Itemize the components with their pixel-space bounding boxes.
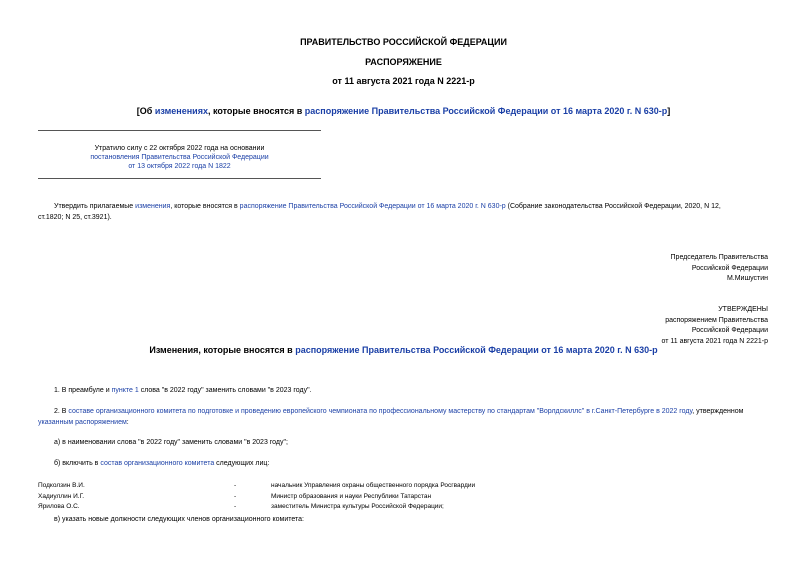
item-1	[54, 386, 312, 396]
item-2-order-link[interactable]: указанным распоряжением	[38, 419, 127, 426]
table-row	[38, 502, 769, 513]
document-type: РАСПОРЯЖЕНИЕ	[365, 57, 442, 67]
table-row	[38, 492, 769, 503]
member-role: Министр образования и науки Республики Татарстан	[271, 492, 432, 500]
body-changes-link[interactable]: изменения	[135, 203, 171, 210]
item-a: а) в наименовании слова "в 2022 году" заменить словами "в 2023 году";	[54, 439, 288, 446]
approved-line-2: распоряжением Правительства	[665, 316, 768, 324]
members-table	[38, 481, 769, 513]
signature-name: М.Мишустин	[726, 275, 768, 282]
signature-position: Председатель Правительства	[670, 254, 768, 261]
item-2-committee-link[interactable]: составе организационного комитета по подготовке и проведению европейского чемпионата по профессиональному мастерству по стандартам "Ворлдскиллс" в г.Санкт-Петербурге в 2022 году	[68, 408, 693, 415]
item-b	[54, 459, 269, 469]
order-630-link[interactable]: распоряжение Правительства Российской Федерации от 16 марта 2020 г. N 630-р	[304, 106, 668, 116]
member-dash: -	[234, 482, 237, 489]
member-dash: -	[234, 492, 237, 500]
government-heading: ПРАВИТЕЛЬСТВО РОССИЙСКОЙ ФЕДЕРАЦИИ	[300, 37, 507, 47]
item-1-text-b: слова "в 2022 году" заменить словами "в 2023 году".	[138, 387, 312, 394]
item-b-link[interactable]: состав организационного комитета	[100, 460, 215, 467]
member-role: начальник Управления охраны общественного порядка Росгвардии	[271, 482, 476, 489]
approved-line-1: УТВЕРЖДЕНЫ	[718, 306, 768, 313]
signature-block	[671, 253, 768, 285]
item-2-text-b: , утвержденном	[692, 408, 744, 415]
member-name: Подколзин В.И.	[38, 482, 85, 489]
table-row	[38, 481, 769, 492]
body-text-3: (Собрание законодательства Российской Федерации, 2020, N 12,	[505, 203, 721, 210]
document-title	[0, 106, 807, 116]
body-order-link[interactable]: распоряжение Правительства Российской Федерации от 16 марта 2020 г. N 630-р	[239, 203, 506, 210]
signature-org: Российской Федерации	[691, 264, 768, 272]
title-text-1: [Об	[136, 106, 155, 116]
divider-top	[38, 130, 321, 131]
body-paragraph-end: ст.1820; N 25, ст.3921).	[38, 214, 112, 221]
item-2-text-c: :	[126, 419, 129, 426]
changes-title	[0, 345, 807, 355]
item-1-text-a: 1. В преамбуле и	[54, 387, 112, 394]
item-b-text-b: следующих лиц:	[214, 460, 270, 467]
item-2-end	[38, 418, 129, 428]
member-role: заместитель Министра культуры Российской Федерации;	[271, 503, 444, 510]
status-date-link[interactable]: от 13 октября 2022 года N 1822	[128, 163, 231, 170]
member-name: Ярилова О.С.	[38, 503, 80, 510]
changes-title-link[interactable]: распоряжение Правительства Российской Федерации от 16 марта 2020 г. N 630-р	[295, 345, 658, 355]
divider-bottom	[38, 178, 321, 179]
body-text-2: , которые вносятся в	[170, 203, 240, 210]
status-block	[38, 144, 321, 171]
title-text-3: ]	[667, 106, 671, 116]
title-text-2: , которые вносятся в	[207, 106, 305, 116]
body-paragraph	[38, 202, 769, 212]
approved-line-4: от 11 августа 2021 года N 2221-р	[661, 337, 768, 345]
body-text-1: Утвердить прилагаемые	[54, 203, 136, 210]
item-1-link[interactable]: пункте 1	[111, 387, 139, 394]
item-2	[38, 407, 769, 417]
changes-link[interactable]: изменениях	[154, 106, 208, 116]
item-b-text-a: б) включить в	[54, 460, 101, 467]
changes-title-text: Изменения, которые вносятся в	[149, 345, 296, 355]
item-2-text-a: 2. В	[54, 408, 69, 415]
item-v: в) указать новые должности следующих членов организационного комитета:	[54, 516, 304, 523]
status-line-1: Утратило силу с 22 октября 2022 года на основании	[94, 145, 265, 152]
approved-block	[661, 305, 768, 347]
member-dash: -	[234, 503, 237, 510]
approved-line-3: Российской Федерации	[691, 327, 768, 334]
status-decree-link[interactable]: постановления Правительства Российской Федерации	[90, 154, 269, 161]
member-name: Хадиуллин И.Г.	[38, 492, 85, 500]
document-date: от 11 августа 2021 года N 2221-р	[332, 76, 475, 86]
